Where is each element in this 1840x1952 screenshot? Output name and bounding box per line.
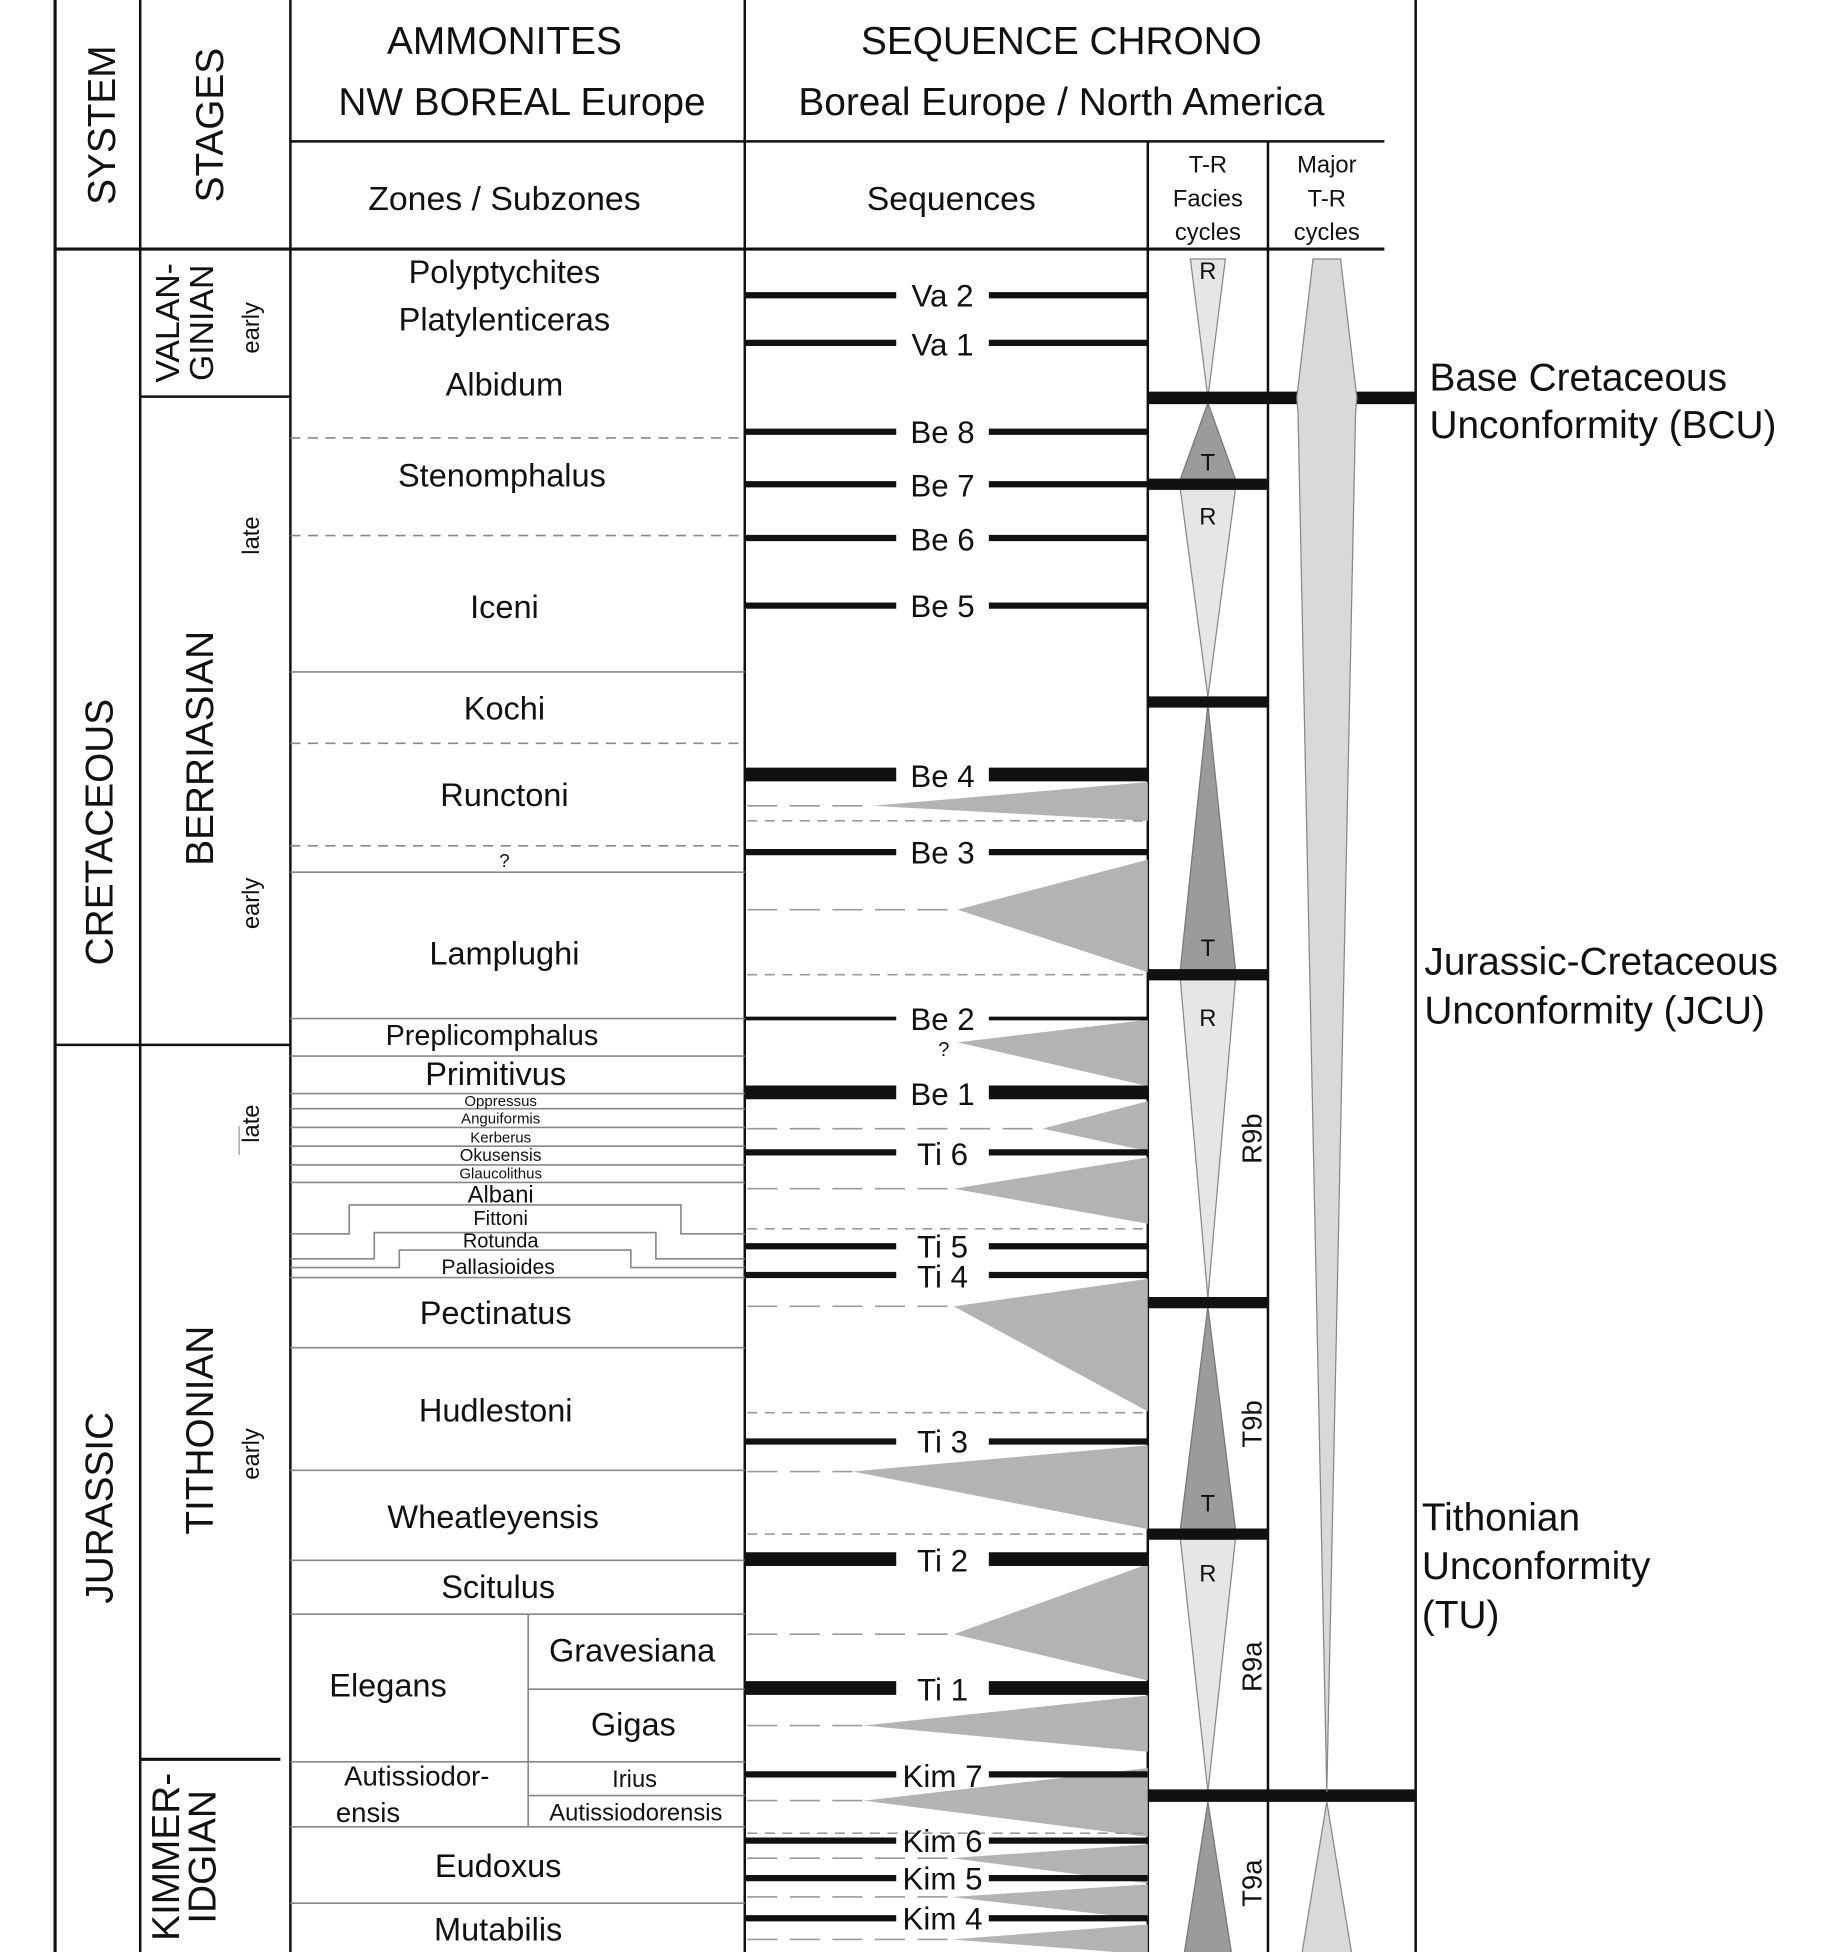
- sequence-kim6: Kim 6: [902, 1823, 983, 1859]
- header-ammonites-region: NW BOREAL Europe: [338, 81, 706, 125]
- sequence-be7: Be 7: [910, 468, 975, 504]
- annotation-tu-2: Unconformity: [1421, 1545, 1651, 1589]
- annotation-tu-3: (TU): [1421, 1593, 1500, 1637]
- zone-lamplughi: Lamplughi: [429, 935, 580, 972]
- substage-berriasian-late: late: [238, 516, 266, 555]
- zone-albidum: Albidum: [445, 366, 564, 403]
- substage-tithonian-late: late: [238, 1104, 266, 1143]
- zone-runctoni: Runctoni: [440, 776, 569, 813]
- zone-oppressus: Oppressus: [464, 1093, 537, 1111]
- zone-gravesiana: Gravesiana: [548, 1632, 716, 1669]
- header-tr-facies-3: cycles: [1174, 219, 1241, 247]
- header-system: SYSTEM: [81, 45, 125, 205]
- stage-valanginian-1: VALAN-: [148, 263, 187, 383]
- header-tr-facies-1: T-R: [1188, 151, 1228, 179]
- header: [81, 20, 1360, 246]
- sequence-labels: [903, 279, 983, 1937]
- zone-platylenticeras: Platylenticeras: [398, 301, 611, 338]
- sequence-ti5: Ti 5: [917, 1229, 969, 1265]
- system-stage-labels: [79, 263, 265, 1941]
- subzone-irius: Irius: [612, 1765, 658, 1793]
- zone-kochi: Kochi: [463, 690, 546, 727]
- annotation-bcu-2: Unconformity (BCU): [1429, 403, 1777, 447]
- sequence-ti2: Ti 2: [917, 1543, 969, 1579]
- sequence-kim5: Kim 5: [902, 1861, 983, 1897]
- zone-glaucolithus: Glaucolithus: [459, 1165, 542, 1183]
- header-zones-subzones: Zones / Subzones: [368, 180, 641, 219]
- zone-iceni: Iceni: [470, 589, 539, 626]
- sequence-be1: Be 1: [910, 1076, 975, 1112]
- sequence-ti6: Ti 6: [917, 1136, 969, 1172]
- substage-tithonian-early: early: [238, 1428, 266, 1480]
- tr-letter-t1: T: [1200, 449, 1216, 477]
- tr-facies-cycles: [1148, 258, 1416, 1952]
- system-cretaceous: CRETACEOUS: [78, 698, 122, 966]
- zone-preplicomphalus: Preplicomphalus: [385, 1019, 599, 1052]
- sequence-be2: Be 2: [910, 1001, 975, 1037]
- zone-polyptychites: Polyptychites: [408, 253, 601, 290]
- sequence-ti1: Ti 1: [917, 1672, 969, 1708]
- tr-label-t9b: T9b: [1236, 1400, 1268, 1448]
- tr-label-t9a: T9a: [1236, 1859, 1268, 1907]
- header-stages: STAGES: [188, 47, 232, 203]
- sequence-be5: Be 5: [910, 588, 975, 624]
- sequence-be4: Be 4: [910, 759, 975, 795]
- tr-letter-r3: R: [1199, 1005, 1217, 1033]
- annotation-tu-1: Tithonian: [1421, 1496, 1581, 1540]
- zone-kerberus: Kerberus: [470, 1129, 532, 1147]
- header-ammonites: AMMONITES: [386, 19, 622, 63]
- stage-berriasian: BERRIASIAN: [178, 630, 222, 866]
- zone-okusensis: Okusensis: [459, 1145, 542, 1166]
- major-tr-cycles: [1297, 259, 1357, 1952]
- zone-pallasioides: Pallasioides: [441, 1254, 555, 1279]
- substage-berriasian-early: early: [238, 877, 266, 930]
- zone-rotunda: Rotunda: [462, 1230, 539, 1253]
- header-sequence-region: Boreal Europe / North America: [798, 81, 1325, 125]
- tr-letter-t3: T: [1200, 1490, 1216, 1518]
- subzone-autissiodorensis: Autissiodorensis: [549, 1799, 723, 1827]
- zone-autissiodorensis-1: Autissiodor-: [344, 1760, 490, 1792]
- header-major-tr-3: cycles: [1293, 219, 1360, 247]
- zone-autissiodorensis-2: ensis: [335, 1796, 401, 1828]
- zone-albani: Albani: [467, 1181, 534, 1209]
- header-major-tr-1: Major: [1297, 151, 1357, 179]
- tr-label-r9b: R9b: [1236, 1113, 1268, 1164]
- zone-wheatleyensis: Wheatleyensis: [387, 1498, 599, 1535]
- tr-letter-r1: R: [1199, 258, 1217, 286]
- system-jurassic: JURASSIC: [78, 1411, 122, 1604]
- sequence-be6: Be 6: [910, 522, 975, 558]
- zone-primitivus: Primitivus: [425, 1055, 567, 1092]
- zone-labels: [329, 254, 722, 1948]
- header-sequences: Sequences: [866, 180, 1036, 219]
- unconformity-annotations: [1422, 356, 1778, 1637]
- annotation-bcu-1: Base Cretaceous: [1429, 356, 1727, 400]
- sequence-be8: Be 8: [910, 414, 975, 450]
- zone-fittoni: Fittoni: [473, 1208, 528, 1231]
- sequence-kim4: Kim 4: [902, 1901, 983, 1937]
- zone-hudlestoni: Hudlestoni: [418, 1392, 573, 1429]
- sequence-va1: Va 1: [911, 327, 974, 363]
- zone-eudoxus: Eudoxus: [434, 1847, 562, 1884]
- zone-gigas: Gigas: [590, 1706, 676, 1743]
- tr-letter-t2: T: [1200, 934, 1216, 962]
- substage-valanginian-early: early: [238, 302, 266, 354]
- tr-label-r9a: R9a: [1236, 1641, 1268, 1692]
- header-major-tr-2: T-R: [1307, 185, 1346, 213]
- sequence-be3: Be 3: [910, 835, 975, 871]
- zone-anguiformis: Anguiformis: [461, 1110, 541, 1128]
- stage-kimmeridgian-2: IDGIAN: [181, 1790, 225, 1924]
- zone-stenomphalus: Stenomphalus: [397, 457, 606, 494]
- stage-valanginian-2: GINIAN: [182, 264, 221, 382]
- stage-tithonian: TITHONIAN: [178, 1325, 222, 1535]
- zone-mutabilis: Mutabilis: [434, 1911, 563, 1948]
- annotation-jcu-2: Unconformity (JCU): [1424, 989, 1765, 1033]
- sequence-va2: Va 2: [911, 278, 974, 314]
- sequence-kim7: Kim 7: [902, 1758, 983, 1794]
- header-sequence-chrono: SEQUENCE CHRONO: [861, 19, 1262, 63]
- annotation-jcu-1: Jurassic-Cretaceous: [1424, 940, 1778, 984]
- stage-kimmeridgian-1: KIMMER-: [144, 1772, 188, 1941]
- sequence-uncertain: ?: [938, 1039, 950, 1062]
- zone-pectinatus: Pectinatus: [419, 1294, 572, 1331]
- tr-letter-r2: R: [1199, 503, 1217, 531]
- zone-scitulus: Scitulus: [441, 1568, 556, 1605]
- header-tr-facies-2: Facies: [1172, 185, 1243, 213]
- tr-letter-r4: R: [1199, 1560, 1217, 1588]
- zone-elegans: Elegans: [329, 1667, 447, 1704]
- sequence-ti4: Ti 4: [917, 1259, 969, 1295]
- zone-uncertain: ?: [499, 850, 510, 872]
- sequence-ti3: Ti 3: [917, 1424, 969, 1460]
